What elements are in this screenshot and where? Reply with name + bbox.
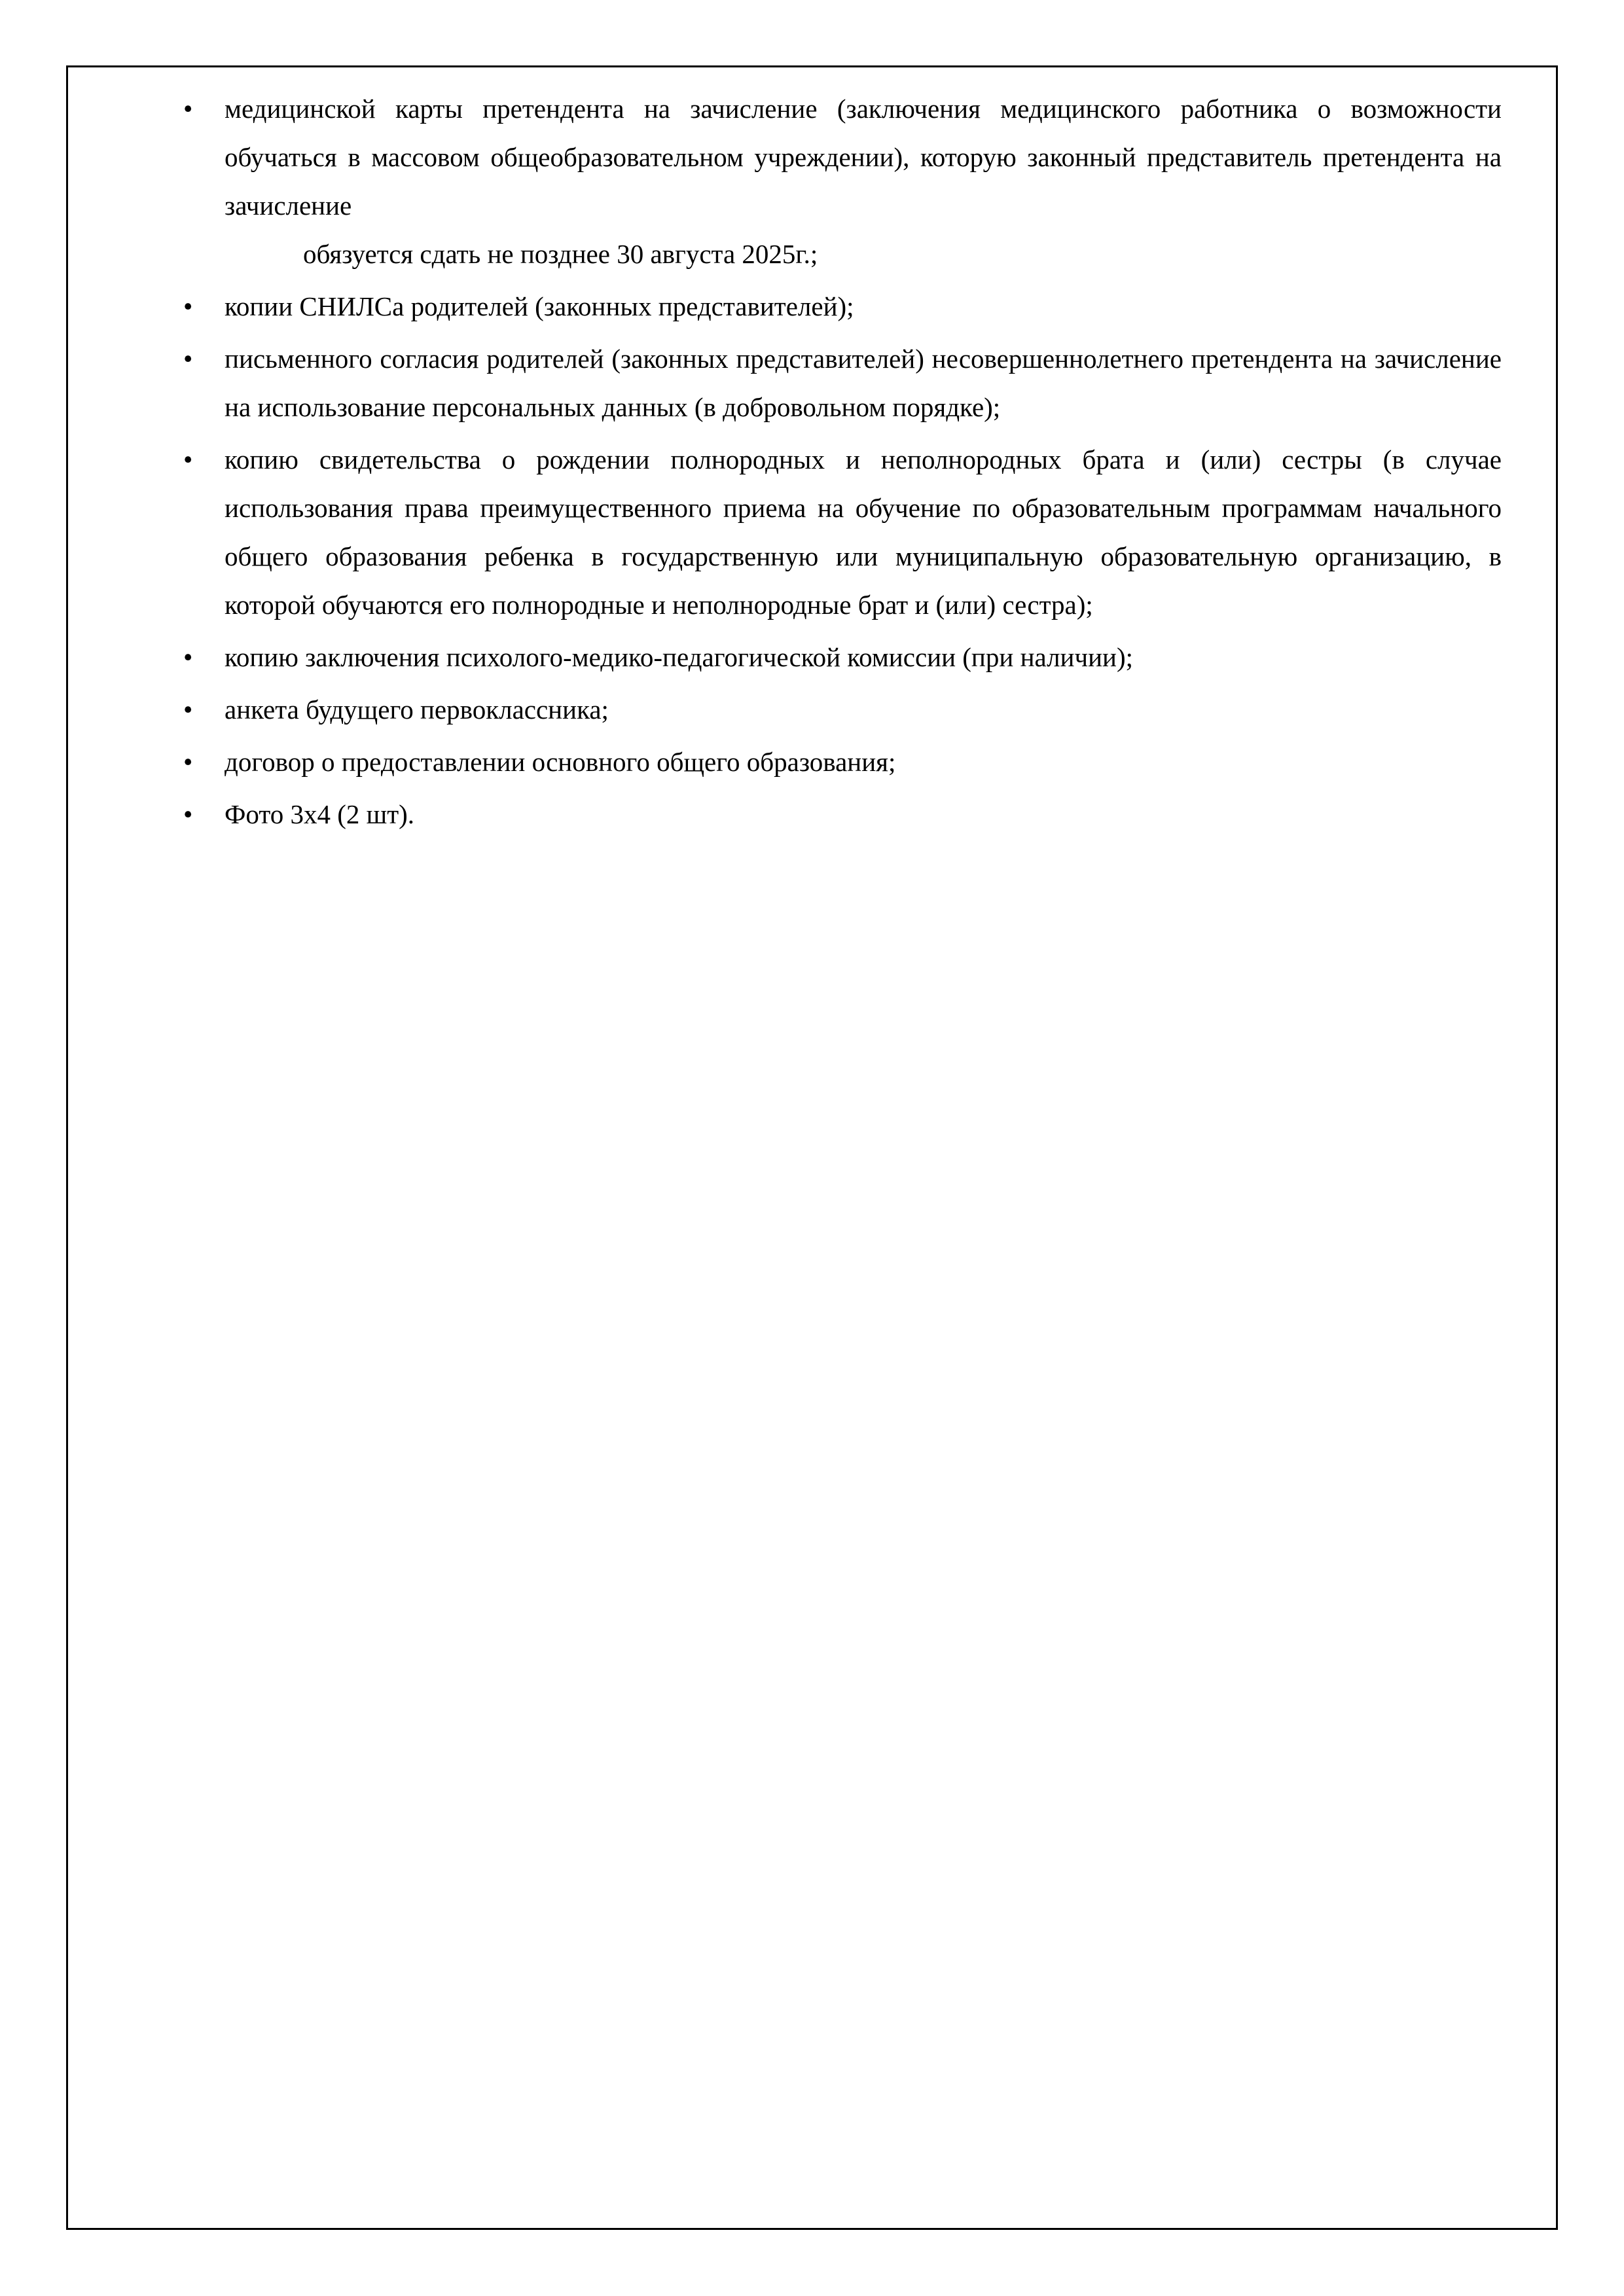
- list-item: [183, 282, 1502, 331]
- list-item: [183, 685, 1502, 734]
- page-border-frame: [66, 65, 1558, 2230]
- list-item-text: • копии СНИЛСа родителей (законных представителей);: [225, 291, 854, 321]
- list-item-text: • копию свидетельства о рождении полнородных и неполнородных брата и (или) сестры (в случае использования права преимущественного приема на обучение по образовательным программам начального общего образования ребенка в государственную или муниципальную образовательную организацию, в которой обучаются его полнородные и неполнородные брат и (или) сестра);: [225, 444, 1502, 620]
- list-item-text: • копию заключения психолого-медико-педагогической комиссии (при наличии);: [225, 642, 1134, 672]
- document-body: [183, 84, 1502, 842]
- list-item: [183, 334, 1502, 431]
- list-item: [183, 738, 1502, 786]
- list-item-text: • Фото 3х4 (2 шт).: [225, 799, 415, 829]
- list-item: [183, 790, 1502, 838]
- list-item-text: • медицинской карты претендента на зачисление (заключения медицинского работника о возможности обучаться в массовом общеобразовательном учреждении), которую законный представитель претендента на зачисление: [225, 94, 1502, 221]
- requirements-list: [183, 84, 1502, 838]
- list-item-continuation-line: обязуется сдать не позднее 30 августа 2025г.;: [303, 239, 818, 269]
- list-item: [183, 84, 1502, 278]
- list-item: [183, 633, 1502, 681]
- list-item-text: • договор о предоставлении основного общего образования;: [225, 747, 896, 777]
- list-item-text: • письменного согласия родителей (законных представителей) несовершеннолетнего претендента на зачисление на использование персональных данных (в добровольном порядке);: [225, 344, 1502, 422]
- list-item-text: • анкета будущего первоклассника;: [225, 694, 609, 725]
- list-item: [183, 435, 1502, 629]
